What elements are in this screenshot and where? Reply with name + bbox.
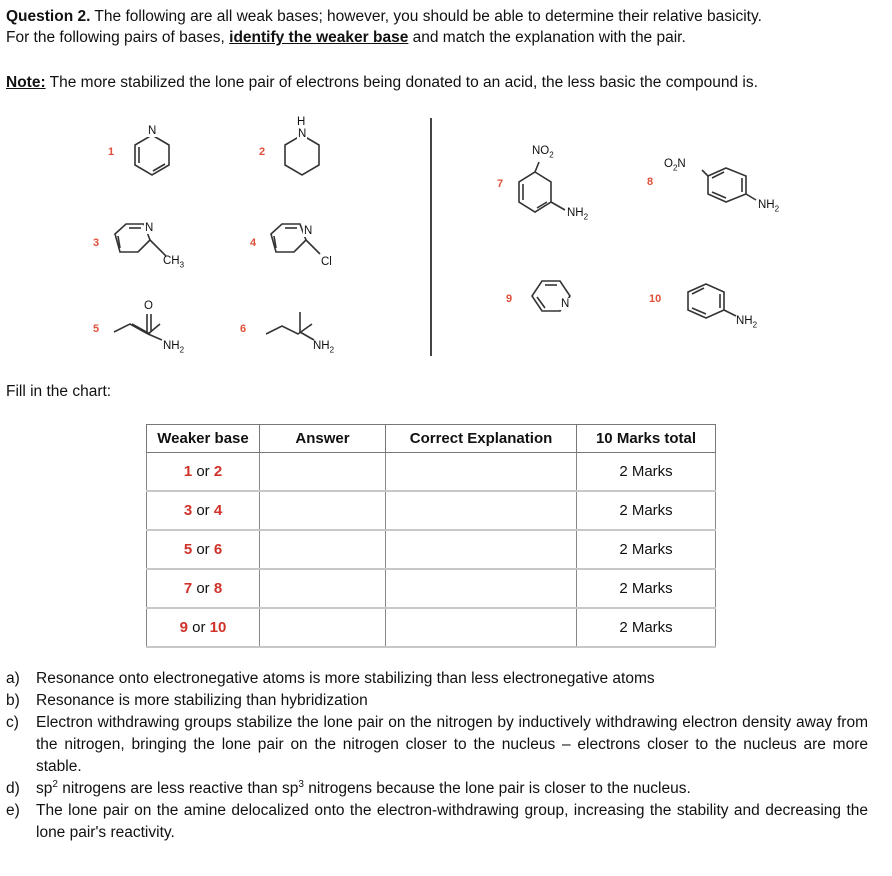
- option-e: e) The lone pair on the amine delocalized onto the electron-withdrawing group, increasing the stability and decreasing the lone pair's reactivity.: [6, 802, 868, 841]
- marks-cell: 2 Marks: [577, 491, 716, 530]
- label-8: 8: [647, 176, 654, 188]
- label-3: 3: [93, 237, 100, 249]
- note-label: Note:: [6, 74, 46, 91]
- explanation-cell[interactable]: [386, 530, 577, 569]
- mol7-no2: $NO_2$: [532, 145, 554, 160]
- table-row: [147, 569, 716, 608]
- label-6: 6: [240, 323, 247, 335]
- mol3-n: N: [145, 222, 154, 234]
- header-weaker-base: Weaker base: [147, 425, 260, 453]
- pair-cell: 1 or 2: [147, 453, 260, 492]
- answer-cell[interactable]: [260, 569, 386, 608]
- option-c: c) Electron withdrawing groups stabilize the lone pair on the nitrogen by inductively withdrawing electron density away from the nitrogen, bringing the lone pair on the nitrogen closer to the nucleus – electrons closer to the nucleus are more stable.: [6, 714, 868, 775]
- mol4-cl: Cl: [321, 256, 332, 268]
- pair-cell: 5 or 6: [147, 530, 260, 569]
- mol8-o2n: $O_2N$: [664, 158, 686, 173]
- marks-cell: 2 Marks: [577, 608, 716, 647]
- question-line1: The following are all weak bases; however, you should be able to determine their relative basicity.: [90, 8, 762, 25]
- molecule-9-pyridine: [532, 276, 582, 316]
- explanation-cell[interactable]: [386, 491, 577, 530]
- mol6-nh2: $NH_2$: [313, 340, 335, 355]
- mol4-n: N: [304, 225, 313, 237]
- header-marks-total: 10 Marks total: [577, 425, 716, 453]
- explanation-cell[interactable]: [386, 569, 577, 608]
- fill-label: Fill in the chart:: [6, 383, 112, 400]
- mol9-n: N: [561, 298, 570, 310]
- option-d: d) $sp^2$ nitrogens are less reactive than $sp^3$ nitrogens because the lone pair is closer to the nucleus.: [6, 778, 691, 797]
- mol7-nh2: $NH_2$: [567, 207, 589, 222]
- header-answer: Answer: [260, 425, 386, 453]
- label-1: 1: [108, 146, 115, 158]
- mol10-nh2: $NH_2$: [736, 315, 758, 330]
- mol3-ch3: $CH_3$: [163, 255, 185, 270]
- answer-cell[interactable]: [260, 491, 386, 530]
- header-correct-explanation: Correct Explanation: [386, 425, 577, 453]
- label-9: 9: [506, 293, 513, 305]
- table-row: [147, 530, 716, 569]
- answer-cell[interactable]: [260, 608, 386, 647]
- explanation-cell[interactable]: [386, 608, 577, 647]
- pair-cell: 3 or 4: [147, 491, 260, 530]
- answer-chart: [146, 424, 716, 648]
- note-text: The more stabilized the lone pair of electrons being donated to an acid, the less basic the compound is.: [45, 74, 758, 91]
- answer-cell[interactable]: [260, 453, 386, 492]
- table-row: [147, 608, 716, 647]
- note: [6, 74, 758, 92]
- molecule-1-pyridine: [130, 132, 180, 182]
- mol5-o: O: [144, 300, 153, 312]
- label-10: 10: [649, 293, 662, 305]
- question-text: [6, 6, 886, 48]
- marks-cell: 2 Marks: [577, 453, 716, 492]
- table-row: [147, 453, 716, 492]
- option-b: b) Resonance is more stabilizing than hybridization: [6, 692, 368, 709]
- mol2-h: H: [297, 116, 306, 128]
- table-row: [147, 491, 716, 530]
- question-emphasis: identify the weaker base: [229, 29, 409, 46]
- explanation-options: [6, 668, 868, 844]
- label-5: 5: [93, 323, 100, 335]
- answer-cell[interactable]: [260, 530, 386, 569]
- chart-header-row: [147, 425, 716, 453]
- divider-line: [430, 118, 432, 356]
- mol1-n: N: [148, 125, 157, 137]
- question-label: Question 2.: [6, 8, 91, 25]
- question-line2-post: and match the explanation with the pair.: [408, 29, 686, 46]
- explanation-cell[interactable]: [386, 453, 577, 492]
- label-4: 4: [250, 237, 257, 249]
- question-line2-pre: For the following pairs of bases,: [6, 29, 230, 46]
- label-2: 2: [259, 146, 266, 158]
- mol8-nh2: $NH_2$: [758, 199, 780, 214]
- option-a: a) Resonance onto electronegative atoms is more stabilizing than less electronegative atoms: [6, 670, 655, 687]
- mol5-nh2: $NH_2$: [163, 340, 185, 355]
- marks-cell: 2 Marks: [577, 569, 716, 608]
- pair-cell: 7 or 8: [147, 569, 260, 608]
- mol2-n: N: [298, 128, 307, 140]
- pair-cell: 9 or 10: [147, 608, 260, 647]
- label-7: 7: [497, 178, 504, 190]
- marks-cell: 2 Marks: [577, 530, 716, 569]
